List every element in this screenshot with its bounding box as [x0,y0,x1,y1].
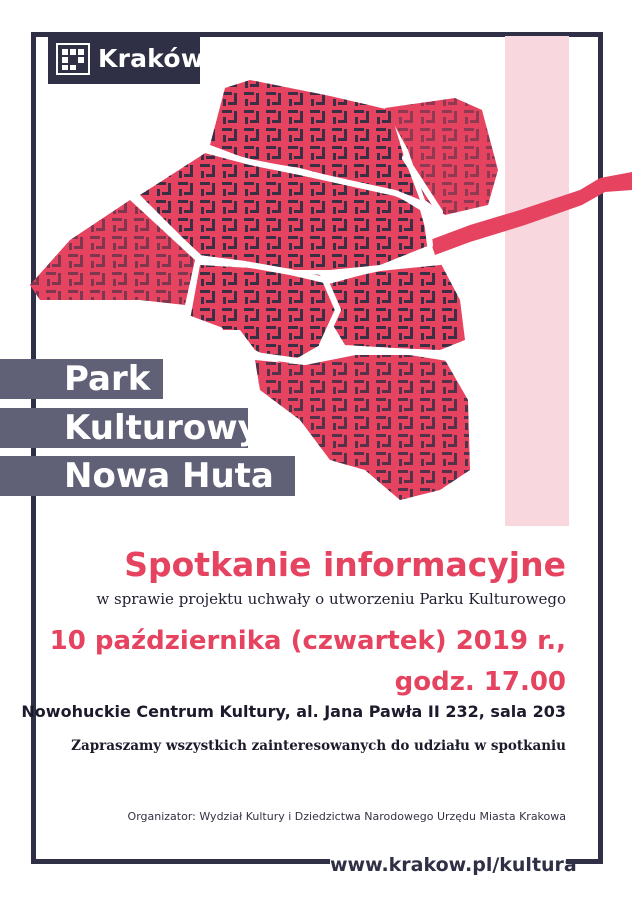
organizer-text: Organizator: Wydział Kultury i Dziedzictwa Narodowego Urzędu Miasta Krakowa [127,810,566,823]
event-venue: Nowohuckie Centrum Kultury, al. Jana Pawła II 232, sala 203 [21,702,566,721]
krakow-logo[interactable] [48,34,204,84]
event-date: 10 października (czwartek) 2019 r., [49,626,566,656]
website-link[interactable]: www.krakow.pl/kultura [330,848,566,882]
event-heading: Spotkanie informacyjne [124,545,566,584]
event-time: godz. 17.00 [394,667,566,697]
krakow-logo-icon [56,43,90,75]
title-line-2: Kulturowy [64,408,260,448]
title-line-1: Park [64,359,151,399]
logo-text: Kraków [98,44,204,73]
title-line-3: Nowa Huta [64,456,274,496]
event-invitation: Zapraszamy wszystkich zainteresowanych do udziału w spotkaniu [71,738,566,754]
event-subheading: w sprawie projektu uchwały o utworzeniu Parku Kulturowego [96,590,566,608]
